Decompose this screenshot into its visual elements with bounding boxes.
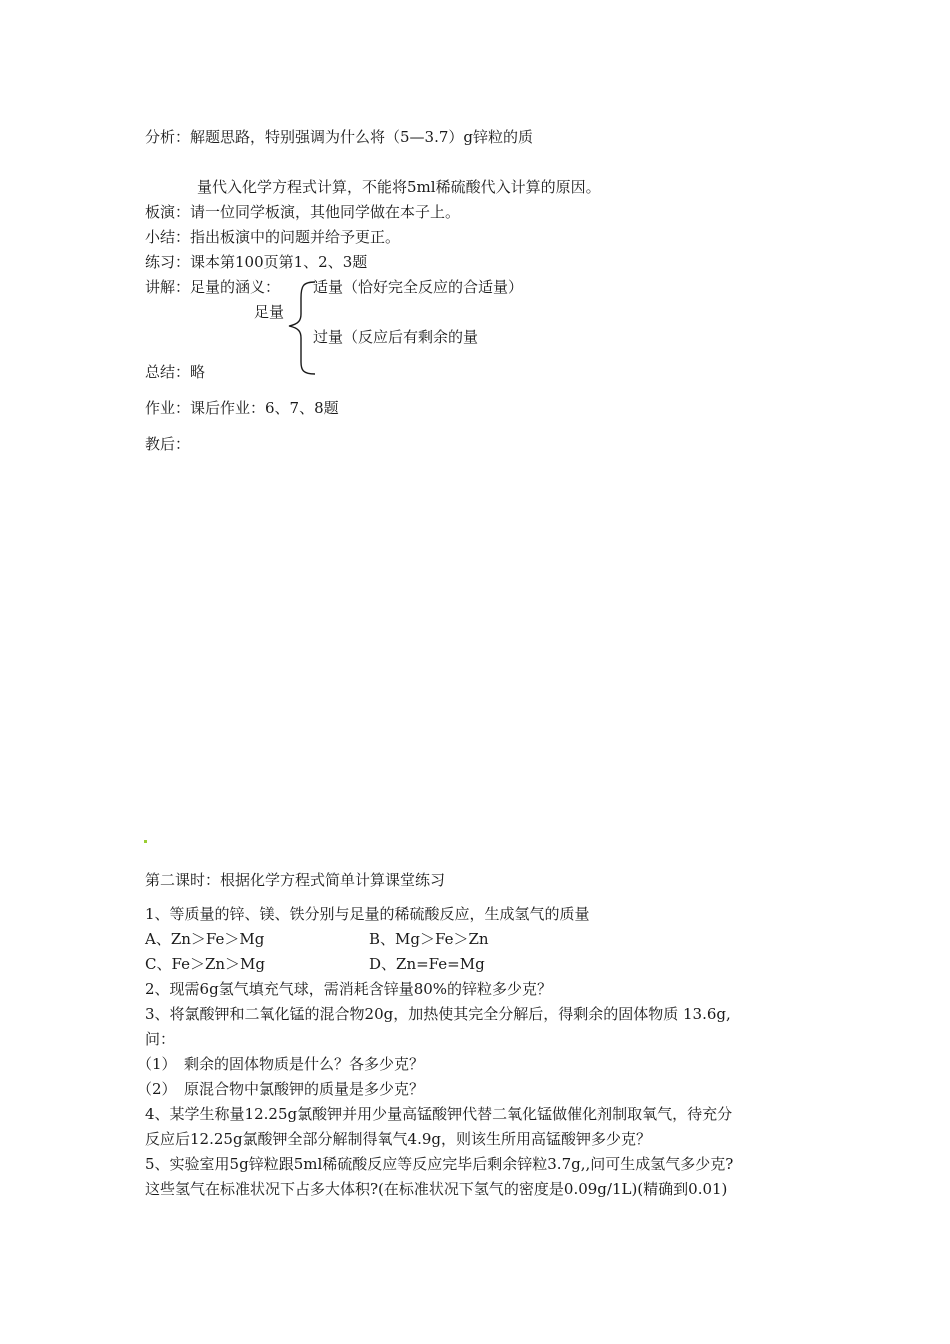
question-1-option-d: D、Zn=Fe=Mg (369, 955, 485, 973)
question-5-line-2: 这些氢气在标准状况下占多大体积?(在标准状况下氢气的密度是0.09g/1L)(精确到0.01) (145, 1180, 728, 1198)
question-1-option-b: B、Mg＞Fe＞Zn (369, 930, 489, 948)
question-3-line-1: 3、将氯酸钾和二氧化锰的混合物20g，加热使其完全分解后，得剩余的固体物质 13.6g, (145, 1005, 731, 1023)
sufficient-amount-label: 足量 (254, 303, 285, 321)
analysis-line: 分析：解题思路，特别强调为什么将（5—3.7）g锌粒的质 (145, 128, 534, 146)
question-1: 1、等质量的锌、镁、铁分别与足量的稀硫酸反应，生成氢气的质量 (145, 905, 590, 923)
section-title: 第二课时：根据化学方程式简单计算课堂练习 (145, 871, 446, 889)
homework-line: 作业：课后作业：6、7、8题 (145, 399, 339, 417)
question-3-sub-1: （1） 剩余的固体物质是什么？各多少克？ (137, 1055, 425, 1073)
question-4-line-1: 4、某学生称量12.25g氯酸钾并用少量高锰酸钾代替二氧化锰做催化剂制取氧气，待充分 (145, 1105, 733, 1123)
question-5-line-1: 5、实验室用5g锌粒跟5ml稀硫酸反应等反应完毕后剩余锌粒3.7g,,问可生成氢气多少克? (145, 1155, 734, 1173)
question-3-line-2: 问： (145, 1030, 176, 1048)
question-4-line-2: 反应后12.25g氯酸钾全部分解制得氧气4.9g，则该生所用高锰酸钾多少克？ (145, 1130, 652, 1148)
question-1-option-c: C、Fe＞Zn＞Mg (145, 955, 265, 973)
practice-line: 练习：课本第100页第1、2、3题 (145, 253, 368, 271)
excess-amount: 过量（反应后有剩余的量 (313, 328, 479, 346)
question-2: 2、现需6g氢气填充气球，需消耗含锌量80%的锌粒多少克？ (145, 980, 553, 998)
question-1-option-a: A、Zn＞Fe＞Mg (145, 930, 265, 948)
analysis-continuation: 量代入化学方程式计算，不能将5ml稀硫酸代入计算的原因。 (197, 178, 601, 196)
lecture-line: 讲解：足量的涵义： (145, 278, 281, 296)
summary-line: 总结：略 (145, 363, 206, 381)
suitable-amount: 适量（恰好完全反应的合适量） (313, 278, 524, 296)
board-line: 板演：请一位同学板演，其他同学做在本子上。 (145, 203, 461, 221)
small-summary-line: 小结：指出板演中的问题并给予更正。 (145, 228, 401, 246)
after-class-line: 教后： (145, 435, 191, 453)
page-mark (144, 840, 147, 843)
question-3-sub-2: （2） 原混合物中氯酸钾的质量是多少克？ (137, 1080, 425, 1098)
